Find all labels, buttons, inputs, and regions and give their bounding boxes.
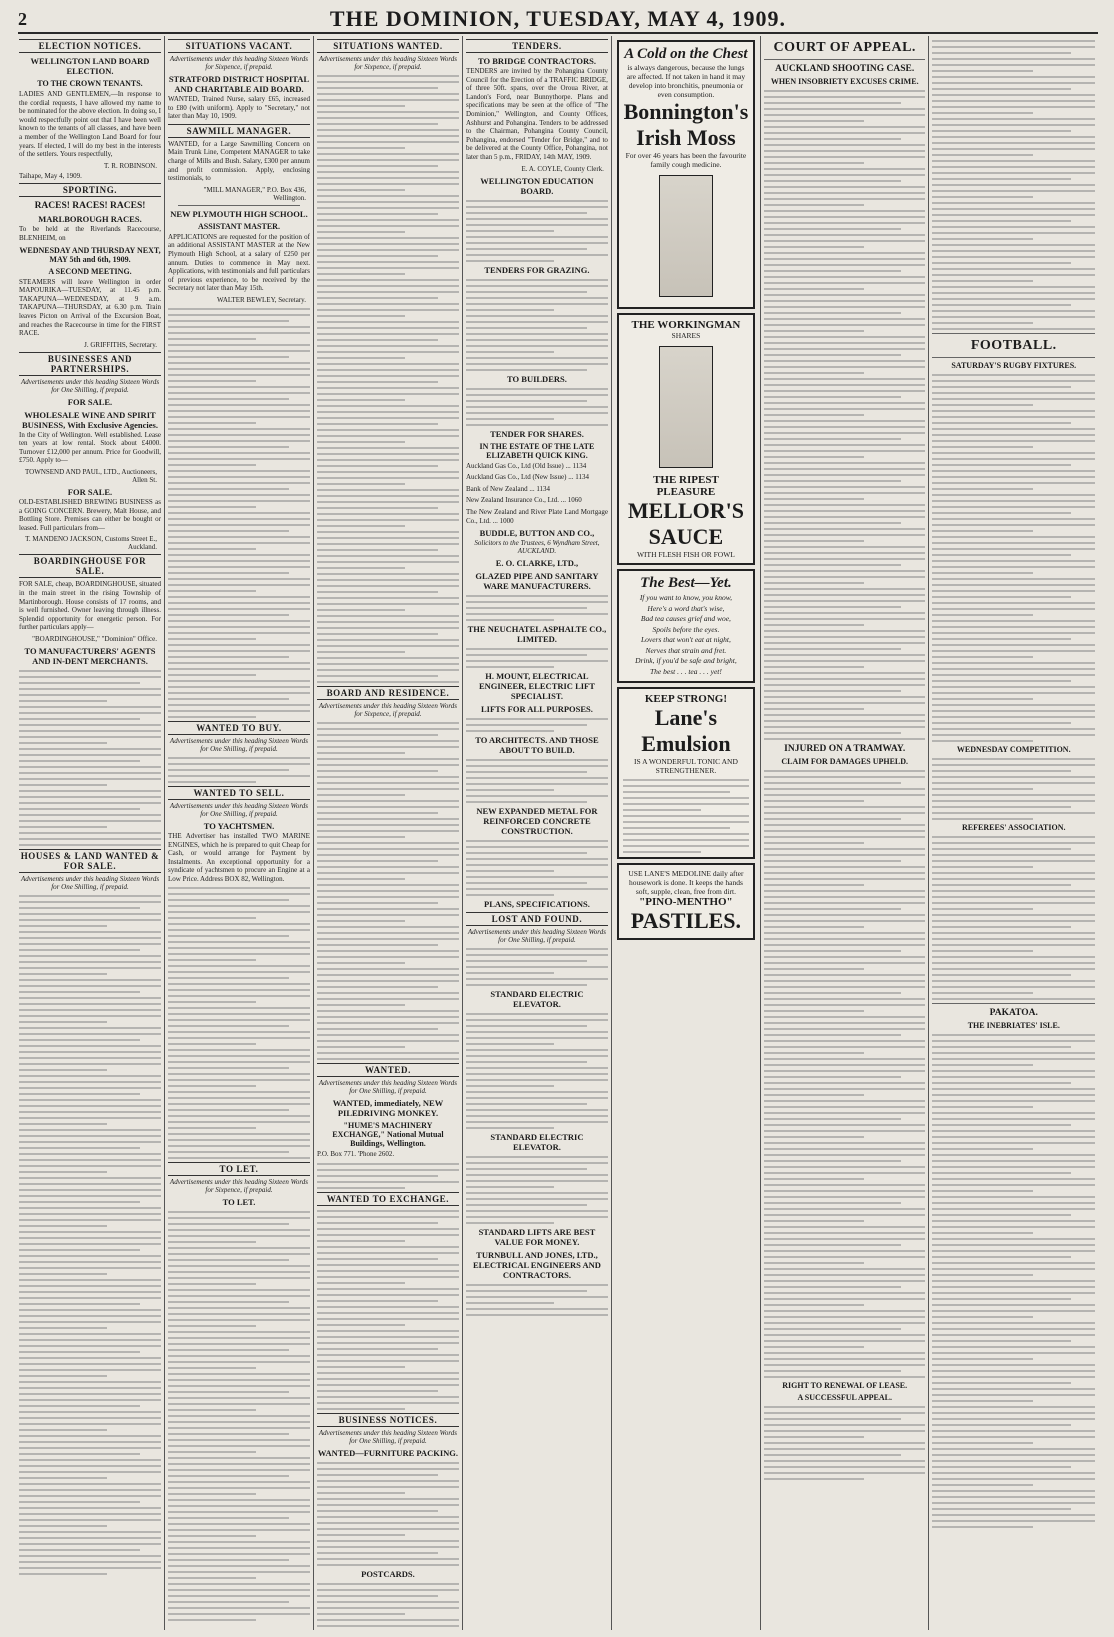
column-5 bbox=[612, 36, 761, 1630]
saturday-fixtures: SATURDAY'S RUGBY FIXTURES. bbox=[951, 361, 1077, 370]
buddle: BUDDLE, BUTTON AND CO., bbox=[479, 528, 595, 539]
mellors-sub: WITH FLESH FISH OR FOWL bbox=[636, 550, 735, 559]
col2-filler-a bbox=[168, 308, 310, 718]
col6-filler-b bbox=[764, 770, 926, 1378]
inebriates-isle: THE INEBRIATES' ISLE. bbox=[967, 1021, 1060, 1030]
exchange-box: P.O. Box 771. 'Phone 2602. bbox=[316, 1150, 395, 1158]
col4-filler-l bbox=[466, 1284, 608, 1316]
contractors-sign: E. A. COYLE, County Clerk. bbox=[521, 164, 604, 173]
best-yet: The Best—Yet. bbox=[640, 575, 732, 591]
ripest: THE RIPEST PLEASURE bbox=[653, 474, 719, 498]
sawmill-text: WANTED, for a Large Sawmilling Concern on Main Trunk Line, Competent MANAGER to take charge of Mills and Bush. Salary, £300 per annum and profit commission. Apply, enclosing testimonials, to bbox=[167, 139, 310, 183]
poem-line: The best . . . tea . . . yet! bbox=[650, 666, 722, 676]
tolet-sub: Advertisements under this heading Sixteen Words for Sixpence, if prepaid. bbox=[169, 1178, 309, 1195]
assistant-master: ASSISTANT MASTER. bbox=[198, 221, 280, 231]
lanes-filler bbox=[623, 779, 749, 853]
bonnington-3: For over 46 years has been the favourite family cough medicine. bbox=[625, 151, 747, 169]
estate-title: IN THE ESTATE OF THE LATE ELIZABETH QUICK KING. bbox=[479, 441, 595, 460]
sauce-bottle-icon bbox=[659, 346, 713, 468]
races-sign: J. GRIFFITHS, Secretary. bbox=[84, 340, 157, 349]
col7-filler-a bbox=[932, 40, 1095, 330]
bonnington-1: Bonnington's bbox=[623, 99, 749, 124]
wednesday-competition: WEDNESDAY COMPETITION. bbox=[956, 745, 1071, 754]
tramway-sub: CLAIM FOR DAMAGES UPHELD. bbox=[781, 757, 909, 766]
col3-filler-a bbox=[317, 75, 459, 683]
shares-item-4: New Zealand Insurance Co., Ltd. ... 1060 bbox=[465, 496, 582, 505]
wine-title: WHOLESALE WINE AND SPIRIT BUSINESS, With Exclusive Agencies. bbox=[22, 409, 158, 430]
col4-filler-j bbox=[466, 1013, 608, 1129]
boarding-header: BOARDINGHOUSE FOR SALE. bbox=[19, 554, 161, 578]
col3-filler-c bbox=[317, 1163, 459, 1189]
shares-item-1: Auckland Gas Co., Ltd (Old Issue) ... 1134 bbox=[465, 461, 587, 470]
exchange-title: WANTED, immediately, NEW PILEDRIVING MONKEY. bbox=[332, 1098, 444, 1118]
poem-line: Spoils before the eyes. bbox=[652, 624, 720, 634]
mellors-ad bbox=[617, 313, 755, 565]
divider bbox=[932, 333, 1095, 334]
elevator-2: STANDARD ELECTRIC ELEVATOR. bbox=[490, 1132, 584, 1153]
races-title: MARLBOROUGH RACES. bbox=[38, 214, 142, 225]
houses-header: HOUSES & LAND WANTED & FOR SALE. bbox=[20, 851, 160, 871]
masthead bbox=[18, 6, 1098, 34]
shares-item-2: Auckland Gas Co., Ltd (New Issue) ... 1134 bbox=[465, 473, 589, 482]
divider bbox=[932, 1003, 1095, 1004]
col3-filler-f bbox=[317, 1583, 459, 1630]
divider bbox=[764, 59, 926, 60]
cold-ad bbox=[617, 40, 755, 309]
wanted-to-sell-header: WANTED TO SELL. bbox=[168, 786, 310, 800]
col4-filler-a bbox=[466, 200, 608, 262]
houses-sub: Advertisements under this heading Sixteen Words for One Shilling, if prepaid. bbox=[20, 875, 160, 891]
plans: PLANS, SPECIFICATIONS. bbox=[484, 899, 590, 910]
lanes: Lane's Emulsion bbox=[641, 705, 731, 756]
sawmill-sign: "MILL MANAGER," P.O. Box 436, Wellington. bbox=[203, 185, 306, 202]
races-days: WEDNESDAY AND THURSDAY NEXT, MAY 5th and 6th, 1909. bbox=[19, 245, 161, 264]
tolet-2: TO LET. bbox=[222, 1197, 256, 1208]
builders-header: TO BUILDERS. bbox=[507, 373, 567, 384]
poem-line: Lovers that won't eat at night, bbox=[640, 635, 731, 644]
election-text: LADIES AND GENTLEMEN,—In response to the cordial requests, I have allowed my name to be nominated for the above election. In doing so, I would respectfully point out that I have been well known to the tenants of all classes, and have been a member of the Wellington Land Board for four years. If elected, I will do my best in the interests of the settlers. Yours respectfully, bbox=[19, 90, 161, 159]
medoline-ad bbox=[617, 863, 755, 940]
referees-association: REFEREES' ASSOCIATION. bbox=[962, 823, 1066, 832]
mount: H. MOUNT, ELECTRICAL ENGINEER, ELECTRIC LIFT SPECIALIST. bbox=[478, 671, 595, 702]
tolet-header: TO LET. bbox=[168, 1162, 310, 1176]
yachtsmen-title: TO YACHTSMEN. bbox=[203, 820, 275, 831]
situations-wanted-header: SITUATIONS WANTED. bbox=[317, 39, 459, 53]
metal: NEW EXPANDED METAL FOR REINFORCED CONCRETE CONSTRUCTION. bbox=[476, 806, 598, 837]
lanes-ad bbox=[617, 687, 755, 859]
column-3 bbox=[314, 36, 463, 1630]
col7-filler-e bbox=[932, 1034, 1095, 1528]
glazed: GLAZED PIPE AND SANITARY WARE MANUFACTURERS. bbox=[475, 571, 599, 592]
sawmill-header: SAWMILL MANAGER. bbox=[168, 124, 310, 138]
col4-filler-h bbox=[466, 840, 608, 896]
brewing-text: OLD-ESTABLISHED BREWING BUSINESS as a GOING CONCERN. Brewery, Malt House, and Bottling Store. Premises can either be bought or leased. Full particulars from— bbox=[19, 498, 161, 532]
lost-header: LOST AND FOUND. bbox=[466, 912, 608, 926]
election-date: Taihape, May 4, 1909. bbox=[19, 171, 82, 180]
plymouth-text: APPLICATIONS are requested for the position of an additional ASSISTANT MASTER at the New Plymouth High School, at a salary of £250 per annum. Duties to commence in May next. Applications, with testimonials and full particulars of previous experience, to be received by the Secretary not later than May 15th. bbox=[167, 232, 310, 293]
workingman: THE WORKINGMAN bbox=[631, 319, 741, 331]
rule bbox=[178, 205, 300, 206]
wanted-sub: Advertisements under this heading Sixteen Words for One Shilling, if prepaid. bbox=[318, 1079, 458, 1095]
contractors-title: TO BRIDGE CONTRACTORS. bbox=[477, 56, 596, 66]
plymouth-header: NEW PLYMOUTH HIGH SCHOOL. bbox=[170, 208, 308, 219]
renewal: RIGHT TO RENEWAL OF LEASE. bbox=[782, 1381, 908, 1390]
furniture-title: WANTED—FURNITURE PACKING. bbox=[317, 1447, 459, 1458]
lanes-sub: IS A WONDERFUL TONIC AND STRENGTHENER. bbox=[633, 757, 738, 775]
newspaper-title: THE DOMINION, TUESDAY, MAY 4, 1909. bbox=[329, 6, 787, 31]
poem-line: Here's a word that's wise, bbox=[647, 603, 725, 613]
col4-filler-c bbox=[466, 388, 608, 426]
wtb-sub: Advertisements under this heading Sixteen Words for One Shilling, if prepaid. bbox=[169, 736, 309, 753]
col4-filler-d bbox=[466, 595, 608, 621]
races-text: STEAMERS will leave Wellington in order MAPOURIKA—TUESDAY, at 11.45 p.m. TAKAPUNA—WEDNESDAY, at 9 a.m. TAKAPUNA—THURSDAY, at 6.30 p.m. Train leaves Picton on Arrival of the Excursion Boat, and reaches the Racecourse in time for the FIRST RACE. bbox=[19, 277, 161, 338]
col4-filler-e bbox=[466, 648, 608, 668]
lifts: LIFTS FOR ALL PURPOSES. bbox=[480, 704, 593, 715]
columns bbox=[16, 36, 1098, 1630]
manufacturers-title: TO MANUFACTURERS' AGENTS AND IN-DENT MERCHANTS. bbox=[24, 646, 156, 666]
court-sub-2: WHEN INSOBRIETY EXCUSES CRIME. bbox=[770, 77, 919, 86]
bonnington-2: Irish Moss bbox=[636, 125, 736, 150]
court-title: COURT OF APPEAL. bbox=[773, 40, 916, 55]
grazing-header: TENDERS FOR GRAZING. bbox=[484, 264, 590, 275]
exchange-sub: "HUME'S MACHINERY EXCHANGE," National Mutual Buildings, Wellington. bbox=[332, 1121, 444, 1148]
poem-line: Drink, if you'd be safe and bright, bbox=[635, 656, 737, 665]
col1-filler-b bbox=[19, 895, 161, 1575]
clarke: E. O. CLARKE, LTD., bbox=[495, 558, 579, 569]
poem-line: Bad tea causes grief and woe, bbox=[640, 614, 731, 623]
plymouth-sign: WALTER BEWLEY, Secretary. bbox=[216, 295, 306, 304]
col4-filler-i bbox=[466, 948, 608, 986]
board-header: BOARD AND RESIDENCE. bbox=[317, 686, 459, 700]
poem-line: If you want to know, you know, bbox=[639, 593, 733, 602]
wts-sub: Advertisements under this heading Sixteen Words for One Shilling, if prepaid. bbox=[169, 801, 309, 818]
col4-filler-b bbox=[466, 279, 608, 371]
medoline: USE LANE'S MEDOLINE daily after housework is done. It keeps the hands soft, supple, clean, free from dirt. bbox=[628, 869, 744, 896]
election-notices-header: ELECTION NOTICES. bbox=[19, 39, 161, 53]
boarding-sign: "BOARDINGHOUSE," "Dominion" Office. bbox=[32, 635, 157, 643]
col4-filler-k bbox=[466, 1156, 608, 1224]
wanted-exchange-header: WANTED TO EXCHANGE. bbox=[317, 1192, 459, 1206]
contractors-text: TENDERS are invited by the Pohangina County Council for the Erection of a TRAFFIC BRIDGE, of three 50ft. spans, over the Oroua River, at Landon's Ford, near Bunnythorpe. Plans and specifications may be seen at the office of "The Dominion," Wellington, and County Offices, Ashhurst and Pohangina. Tenders to be addressed to the Chairman, Pohangina County Council, Pohangina, endorsed "Tender for Bridge," and to be delivered at the County Office, Pohangina, not later than 5 p.m., FRIDAY, 14th MAY, 1909. bbox=[465, 67, 608, 161]
col3-filler-d bbox=[317, 1210, 459, 1410]
col6-filler-c bbox=[764, 1406, 926, 1480]
pakatoa-title: PAKATOA. bbox=[989, 1008, 1038, 1018]
column-1 bbox=[16, 36, 165, 1630]
col3-filler-b bbox=[317, 722, 459, 1060]
shares-item-3: Bank of New Zealand ... 1134 bbox=[465, 484, 551, 493]
shares-line: SHARES bbox=[671, 331, 701, 340]
tenders-header: TENDERS. bbox=[466, 39, 608, 53]
column-6 bbox=[761, 36, 930, 1630]
business-notices-header: BUSINESS NOTICES. bbox=[317, 1413, 459, 1427]
column-2 bbox=[165, 36, 314, 1630]
wine-sign: TOWNSEND AND PAUL, LTD., Auctioneers, Allen St. bbox=[25, 468, 157, 485]
football-title: FOOTBALL. bbox=[970, 338, 1057, 353]
education-header: WELLINGTON EDUCATION BOARD. bbox=[480, 175, 594, 196]
races-banner: RACES! RACES! RACES! bbox=[34, 201, 146, 212]
business-header: BUSINESSES AND PARTNERSHIPS. bbox=[19, 352, 161, 376]
court-sub: AUCKLAND SHOOTING CASE. bbox=[775, 64, 915, 74]
col2-filler-c bbox=[168, 887, 310, 1159]
cold-title: A Cold on the Chest bbox=[624, 46, 748, 62]
col2-filler-d bbox=[168, 1211, 310, 1621]
sporting-header: SPORTING. bbox=[19, 183, 161, 197]
shares-item-5: The New Zealand and River Plate Land Mortgage Co., Ltd. ... 1000 bbox=[465, 507, 608, 525]
column-4 bbox=[463, 36, 612, 1630]
brewing-sign: T. MANDENO JACKSON, Customs Street E., Auckland. bbox=[25, 535, 157, 552]
col2-filler-b bbox=[168, 757, 310, 783]
pastiles: PASTILES. bbox=[630, 908, 742, 933]
col7-filler-b bbox=[932, 374, 1095, 742]
keep-strong: KEEP STRONG! bbox=[644, 693, 728, 705]
col4-filler-g bbox=[466, 759, 608, 803]
col3-filler-e bbox=[317, 1462, 459, 1566]
forsale-2: FOR SALE. bbox=[67, 487, 113, 498]
election-title: WELLINGTON LAND BOARD ELECTION. bbox=[30, 56, 150, 76]
col4-filler-f bbox=[466, 718, 608, 732]
pino: "PINO-MENTHO" bbox=[639, 896, 733, 908]
stratford-text: WANTED, Trained Nurse, salary £65, increased to £80 (with uniform). Apply to "Secretary," not later than May 10, 1909. bbox=[167, 95, 310, 121]
successful: A SUCCESSFUL APPEAL. bbox=[797, 1393, 892, 1402]
stratford-title: STRATFORD DISTRICT HOSPITAL AND CHARITABLE AID BOARD. bbox=[168, 74, 310, 94]
lost-sub: Advertisements under this heading Sixteen Words for One Shilling, if prepaid. bbox=[467, 928, 606, 945]
tea-ad bbox=[617, 569, 755, 683]
forsale-1: FOR SALE. bbox=[67, 396, 113, 407]
asphalte: THE NEUCHATEL ASPHALTE CO., LIMITED. bbox=[467, 624, 607, 645]
col1-filler-a bbox=[19, 670, 161, 846]
elevator-1: STANDARD ELECTRIC ELEVATOR. bbox=[490, 989, 584, 1010]
business-sub: Advertisements under this heading Sixteen Words for One Shilling, if prepaid. bbox=[20, 377, 160, 394]
architects: TO ARCHITECTS. AND THOSE ABOUT TO BUILD. bbox=[475, 735, 599, 756]
postcards-title: POSTCARDS. bbox=[361, 1568, 415, 1579]
tramway: INJURED ON A TRAMWAY. bbox=[784, 744, 906, 754]
shares-header: TENDER FOR SHARES. bbox=[490, 428, 584, 439]
bn-sub: Advertisements under this heading Sixteen Words for One Shilling, if prepaid. bbox=[318, 1428, 458, 1445]
election-to: TO THE CROWN TENANTS. bbox=[37, 79, 143, 88]
page-number: 2 bbox=[18, 8, 27, 29]
value: STANDARD LIFTS ARE BEST VALUE FOR MONEY. bbox=[478, 1227, 596, 1248]
cold-text: is always dangerous, because the lungs are affected. If not taken in hand it may develop into bronchitis, pneumonia or even consumption. bbox=[626, 63, 746, 99]
divider bbox=[932, 357, 1095, 358]
col7-filler-d bbox=[932, 836, 1095, 1000]
column-7 bbox=[929, 36, 1098, 1630]
col6-filler-a bbox=[764, 90, 926, 740]
poem-line: Nerves that strain and fret. bbox=[645, 645, 727, 655]
mellors: MELLOR'S SAUCE bbox=[627, 498, 744, 549]
medicine-bottle-icon bbox=[659, 175, 713, 297]
buddle-sub: Solicitors to the Trustees, 6 Wyndham Street, AUCKLAND. bbox=[474, 539, 600, 556]
sw-sub: Advertisements under this heading Sixteen Words for Sixpence, if prepaid. bbox=[318, 55, 458, 71]
wanted-header: WANTED. bbox=[317, 1063, 459, 1077]
tea-poem bbox=[623, 593, 749, 676]
situations-vacant-header: SITUATIONS VACANT. bbox=[168, 39, 310, 53]
races-second: A SECOND MEETING. bbox=[48, 266, 132, 276]
election-sign: T. R. ROBINSON. bbox=[104, 161, 157, 170]
yacht-text: THE Advertiser has installed TWO MARINE ENGINES, which he is prepared to quit Cheap for Cash, or would arrange for Payment by Instalments. An exceptional opportunity for a syndicate of yachtsmen to procure an Engine at a Low Price. Address BOX 82, Wellington. bbox=[167, 831, 310, 883]
sv-sub: Advertisements under this heading Sixteen Words for Sixpence, if prepaid. bbox=[169, 55, 309, 71]
turnbull: TURNBULL AND JONES, LTD., ELECTRICAL ENGINEERS AND CONTRACTORS. bbox=[472, 1250, 601, 1281]
board-sub: Advertisements under this heading Sixteen Words for Sixpence, if prepaid. bbox=[318, 702, 458, 718]
boarding-text: FOR SALE, cheap, BOARDINGHOUSE, situated in the main street in the rising Township of Martinborough. House consists of 17 rooms, and is well furnished. Owner leaving through illness. Splendid opportunity for energetic person. For further particulars apply— bbox=[19, 580, 161, 632]
col7-filler-c bbox=[932, 758, 1095, 820]
wanted-to-buy-header: WANTED TO BUY. bbox=[168, 721, 310, 735]
wine-text: In the City of Wellington. Well established. Lease ten years at low rental. Stock about £4000. Turnover £12,000 per annum. Price for Goodwill, £750. Apply to— bbox=[19, 430, 161, 465]
races-sub: To be held at the Riverlands Racecourse, BLENHEIM, on bbox=[19, 225, 161, 242]
